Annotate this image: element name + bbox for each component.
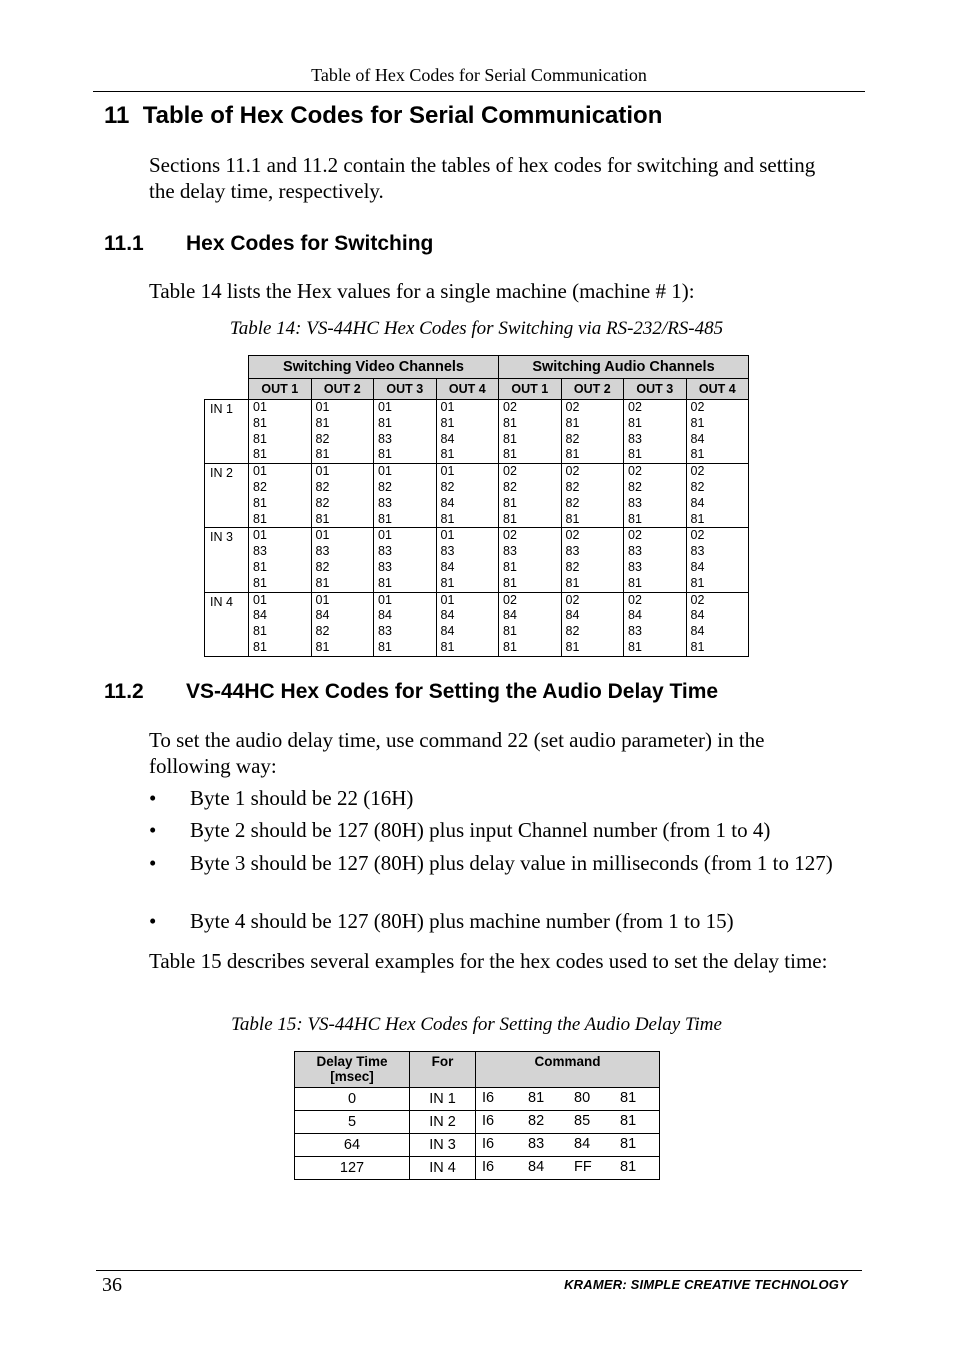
hex-cell <box>499 592 562 656</box>
hex-value: 01 <box>378 592 392 607</box>
hex-value: 84 <box>253 608 267 623</box>
table-row <box>295 1088 660 1111</box>
table14-caption: Table 14: VS-44HC Hex Codes for Switching via RS-232/RS-485 <box>229 318 724 339</box>
hex-value: 83 <box>628 495 642 510</box>
hex-cell <box>249 528 312 592</box>
hex-value: 84 <box>690 608 705 623</box>
hex-value: 83 <box>378 431 392 446</box>
hex-value: 01 <box>440 528 455 543</box>
hex-value: 84 <box>690 495 705 510</box>
hex-value: 81 <box>503 447 517 462</box>
hex-value: 84 <box>690 624 705 639</box>
command-cell <box>476 1088 660 1111</box>
hex-value: 81 <box>378 575 392 590</box>
hex-value: 81 <box>378 511 392 526</box>
hex-value: 83 <box>378 559 392 574</box>
hex-value: 02 <box>503 592 517 607</box>
hex-value: 01 <box>315 400 330 414</box>
hex-value: 83 <box>378 495 392 510</box>
hex-value: 81 <box>315 511 330 526</box>
hex-value: 81 <box>253 639 267 654</box>
hex-value: 81 <box>315 415 330 430</box>
hex-cell <box>624 528 687 592</box>
hex-value: 82 <box>503 479 517 494</box>
row-label: IN 4 <box>205 592 249 656</box>
hex-value: 81 <box>503 624 517 639</box>
hex-value: 02 <box>628 464 642 479</box>
hex-value: 84 <box>315 608 330 623</box>
hex-value: 02 <box>690 464 705 479</box>
hex-cell <box>561 400 624 464</box>
hex-value: 02 <box>690 400 705 414</box>
hex-value: 81 <box>440 511 455 526</box>
hex-cell <box>624 592 687 656</box>
hex-value: 82 <box>565 495 580 510</box>
hex-cell <box>561 464 624 528</box>
table-corner <box>205 356 249 379</box>
hex-value: 81 <box>690 639 705 654</box>
bullet-item: • Byte 4 should be 127 (80H) plus machine number (from 1 to 15) <box>149 909 734 933</box>
hex-value: 81 <box>565 639 580 654</box>
hex-cell <box>499 400 562 464</box>
bullet-item: • Byte 3 should be 127 (80H) plus delay value in milliseconds (from 1 to 127) <box>149 851 833 875</box>
table-row <box>205 400 749 464</box>
for-cell: IN 4 <box>410 1157 476 1180</box>
hex-value: 01 <box>440 592 455 607</box>
hex-value: 83 <box>565 544 580 559</box>
footer-rule <box>96 1270 862 1271</box>
command-cell <box>476 1134 660 1157</box>
bullet-icon: • <box>149 851 157 875</box>
hex-value: 84 <box>440 559 455 574</box>
hex-value: 83 <box>440 544 455 559</box>
hex-cell <box>686 464 749 528</box>
hex-value: 01 <box>440 400 455 414</box>
hex-value: 01 <box>378 528 392 543</box>
hex-value: 02 <box>503 528 517 543</box>
hex-value: 01 <box>315 528 330 543</box>
for-cell: IN 2 <box>410 1111 476 1134</box>
hex-value: 82 <box>565 559 580 574</box>
hex-value: 01 <box>378 400 392 414</box>
delay-cell: 5 <box>295 1111 410 1134</box>
hex-value: 81 <box>628 447 642 462</box>
hex-cell <box>249 400 312 464</box>
chapter-number: 11 <box>104 102 130 129</box>
hex-value: 82 <box>440 479 455 494</box>
delay-cell: 64 <box>295 1134 410 1157</box>
footer-brand: KRAMER: SIMPLE CREATIVE TECHNOLOGY <box>564 1277 848 1292</box>
hex-value: 81 <box>378 639 392 654</box>
hex-value: 81 <box>315 639 330 654</box>
hex-value: 81 <box>503 415 517 430</box>
page-number: 36 <box>102 1274 122 1296</box>
for-cell: IN 1 <box>410 1088 476 1111</box>
hex-value: 84 <box>440 608 455 623</box>
hex-value: 82 <box>565 431 580 446</box>
hex-cell <box>311 464 374 528</box>
hex-value: 84 <box>690 431 705 446</box>
hex-value: 01 <box>315 464 330 479</box>
col-header-command: Command <box>476 1052 660 1088</box>
col-header-delay: Delay Time [msec] <box>295 1052 410 1088</box>
table-row <box>295 1157 660 1180</box>
hex-value: 83 <box>378 544 392 559</box>
hex-value: 81 <box>690 415 705 430</box>
hex-value: 84 <box>440 495 455 510</box>
command-byte: 85 <box>574 1113 591 1129</box>
row-label: IN 3 <box>205 528 249 592</box>
hex-value: 83 <box>628 624 642 639</box>
hex-value: 81 <box>565 575 580 590</box>
command-byte: 83 <box>528 1136 545 1152</box>
hex-value: 81 <box>503 431 517 446</box>
hex-value: 02 <box>565 400 580 414</box>
hex-cell <box>374 528 437 592</box>
command-byte: 81 <box>620 1113 637 1129</box>
out-header: OUT 4 <box>436 379 499 400</box>
hex-cell <box>249 592 312 656</box>
bullet-item: • Byte 1 should be 22 (16H) <box>149 786 414 810</box>
out-header: OUT 2 <box>561 379 624 400</box>
hex-value: 81 <box>253 447 267 462</box>
row-label: IN 1 <box>205 400 249 464</box>
command-byte: 81 <box>620 1159 637 1175</box>
hex-value: 81 <box>503 511 517 526</box>
hex-value: 01 <box>440 464 455 479</box>
out-header: OUT 2 <box>311 379 374 400</box>
hex-value: 81 <box>253 431 267 446</box>
hex-value: 82 <box>315 559 330 574</box>
hex-value: 81 <box>440 415 455 430</box>
col-header-for: For <box>410 1052 476 1088</box>
table-row <box>295 1111 660 1134</box>
hex-value: 01 <box>253 464 267 479</box>
command-byte: 81 <box>620 1136 637 1152</box>
out-header: OUT 1 <box>499 379 562 400</box>
hex-value: 83 <box>628 431 642 446</box>
command-byte: 81 <box>620 1090 637 1106</box>
delay-cell: 127 <box>295 1157 410 1180</box>
hex-cell <box>499 464 562 528</box>
hex-value: 82 <box>315 479 330 494</box>
hex-cell <box>686 592 749 656</box>
hex-value: 81 <box>315 447 330 462</box>
chapter-heading <box>104 102 864 132</box>
section-heading-11-2 <box>104 680 864 708</box>
hex-value: 82 <box>253 479 267 494</box>
hex-value: 81 <box>503 575 517 590</box>
command-byte: I6 <box>482 1113 495 1129</box>
hex-value: 81 <box>628 575 642 590</box>
hex-value: 02 <box>628 528 642 543</box>
hex-value: 83 <box>378 624 392 639</box>
hex-cell <box>686 400 749 464</box>
hex-value: 02 <box>628 592 642 607</box>
hex-value: 81 <box>253 624 267 639</box>
section-number: 11.2 <box>104 680 144 703</box>
row-label: IN 2 <box>205 464 249 528</box>
hex-value: 82 <box>690 479 705 494</box>
hex-value: 81 <box>315 575 330 590</box>
hex-value: 81 <box>503 559 517 574</box>
hex-value: 02 <box>503 400 517 414</box>
hex-value: 82 <box>315 624 330 639</box>
hex-value: 81 <box>440 639 455 654</box>
hex-value: 01 <box>253 528 267 543</box>
section-number: 11.1 <box>104 232 144 255</box>
command-cell <box>476 1157 660 1180</box>
command-byte: 81 <box>528 1090 545 1106</box>
bullet-icon: • <box>149 818 157 842</box>
command-byte: I6 <box>482 1159 495 1175</box>
hex-cell <box>374 464 437 528</box>
hex-value: 82 <box>565 624 580 639</box>
hex-cell <box>561 592 624 656</box>
hex-value: 82 <box>628 479 642 494</box>
bullet-icon: • <box>149 909 157 933</box>
hex-value: 84 <box>690 559 705 574</box>
hex-value: 81 <box>440 575 455 590</box>
hex-value: 83 <box>503 544 517 559</box>
hex-value: 81 <box>690 447 705 462</box>
hex-value: 82 <box>315 495 330 510</box>
for-cell: IN 3 <box>410 1134 476 1157</box>
table-row <box>205 528 749 592</box>
intro-paragraph: Sections 11.1 and 11.2 contain the tables of hex codes for switching and setting the delay time, respectively. <box>149 153 816 203</box>
group-header-video: Switching Video Channels <box>249 356 499 379</box>
hex-value: 84 <box>440 431 455 446</box>
section1-paragraph: Table 14 lists the Hex values for a single machine (machine # 1): <box>149 279 695 303</box>
hex-value: 81 <box>378 447 392 462</box>
section2-paragraph-2: Table 15 describes several examples for the hex codes used to set the delay time: <box>149 949 828 973</box>
hex-value: 02 <box>565 528 580 543</box>
command-byte: 80 <box>574 1090 591 1106</box>
hex-value: 82 <box>565 479 580 494</box>
hex-value: 83 <box>253 544 267 559</box>
hex-value: 84 <box>565 608 580 623</box>
hex-value: 81 <box>565 415 580 430</box>
hex-cell <box>624 464 687 528</box>
bullet-icon: • <box>149 786 157 810</box>
hex-value: 81 <box>690 575 705 590</box>
hex-value: 81 <box>628 639 642 654</box>
hex-value: 81 <box>628 511 642 526</box>
hex-value: 02 <box>628 400 642 414</box>
hex-cell <box>374 400 437 464</box>
table-14 <box>204 355 749 657</box>
hex-value: 84 <box>378 608 392 623</box>
hex-value: 02 <box>565 464 580 479</box>
hex-cell <box>436 528 499 592</box>
table-corner <box>205 379 249 400</box>
hex-value: 02 <box>565 592 580 607</box>
section-heading-11-1 <box>104 232 864 260</box>
hex-value: 83 <box>690 544 705 559</box>
hex-value: 02 <box>503 464 517 479</box>
hex-value: 82 <box>378 479 392 494</box>
hex-value: 81 <box>253 415 267 430</box>
hex-cell <box>561 528 624 592</box>
table-15 <box>294 1051 660 1180</box>
hex-cell <box>686 528 749 592</box>
delay-cell: 0 <box>295 1088 410 1111</box>
command-byte: I6 <box>482 1136 495 1152</box>
hex-value: 02 <box>690 528 705 543</box>
out-header: OUT 3 <box>374 379 437 400</box>
hex-value: 82 <box>315 431 330 446</box>
hex-cell <box>374 592 437 656</box>
group-header-audio: Switching Audio Channels <box>499 356 749 379</box>
command-cell <box>476 1111 660 1134</box>
table-row <box>295 1134 660 1157</box>
hex-cell <box>436 464 499 528</box>
out-header: OUT 1 <box>249 379 312 400</box>
hex-value: 01 <box>378 464 392 479</box>
hex-cell <box>311 400 374 464</box>
hex-value: 81 <box>253 575 267 590</box>
command-byte: 84 <box>528 1159 545 1175</box>
section-title: VS-44HC Hex Codes for Setting the Audio Delay Time <box>186 680 719 703</box>
command-byte: I6 <box>482 1090 495 1106</box>
hex-value: 81 <box>503 639 517 654</box>
hex-cell <box>311 592 374 656</box>
hex-cell <box>311 528 374 592</box>
out-header: OUT 4 <box>686 379 749 400</box>
hex-value: 84 <box>440 624 455 639</box>
hex-value: 02 <box>690 592 705 607</box>
command-byte: FF <box>574 1159 592 1175</box>
table-row <box>205 464 749 528</box>
section2-paragraph: To set the audio delay time, use command 22 (set audio parameter) in the following way: <box>149 728 765 778</box>
hex-value: 81 <box>253 495 267 510</box>
hex-cell <box>624 400 687 464</box>
running-header: Table of Hex Codes for Serial Communication <box>311 65 647 85</box>
hex-value: 81 <box>440 447 455 462</box>
hex-value: 01 <box>315 592 330 607</box>
hex-value: 81 <box>378 415 392 430</box>
hex-cell <box>436 592 499 656</box>
command-byte: 84 <box>574 1136 591 1152</box>
hex-value: 81 <box>253 511 267 526</box>
hex-value: 84 <box>503 608 517 623</box>
hex-value: 81 <box>565 511 580 526</box>
bullet-item: • Byte 2 should be 127 (80H) plus input Channel number (from 1 to 4) <box>149 818 771 842</box>
hex-value: 01 <box>253 592 267 607</box>
hex-value: 81 <box>628 415 642 430</box>
table15-caption: Table 15: VS-44HC Hex Codes for Setting the Audio Delay Time <box>231 1014 722 1035</box>
hex-cell <box>249 464 312 528</box>
section-title: Hex Codes for Switching <box>186 232 434 255</box>
hex-value: 83 <box>628 559 642 574</box>
out-header: OUT 3 <box>624 379 687 400</box>
hex-value: 83 <box>315 544 330 559</box>
hex-value: 81 <box>253 559 267 574</box>
hex-value: 81 <box>503 495 517 510</box>
hex-cell <box>499 528 562 592</box>
hex-cell <box>436 400 499 464</box>
hex-value: 83 <box>628 544 642 559</box>
hex-value: 81 <box>690 511 705 526</box>
hex-value: 81 <box>565 447 580 462</box>
hex-value: 84 <box>628 608 642 623</box>
table-row <box>205 592 749 656</box>
chapter-title: Table of Hex Codes for Serial Communication <box>142 102 663 129</box>
command-byte: 82 <box>528 1113 545 1129</box>
header-rule <box>93 91 865 92</box>
hex-value: 01 <box>253 400 267 414</box>
